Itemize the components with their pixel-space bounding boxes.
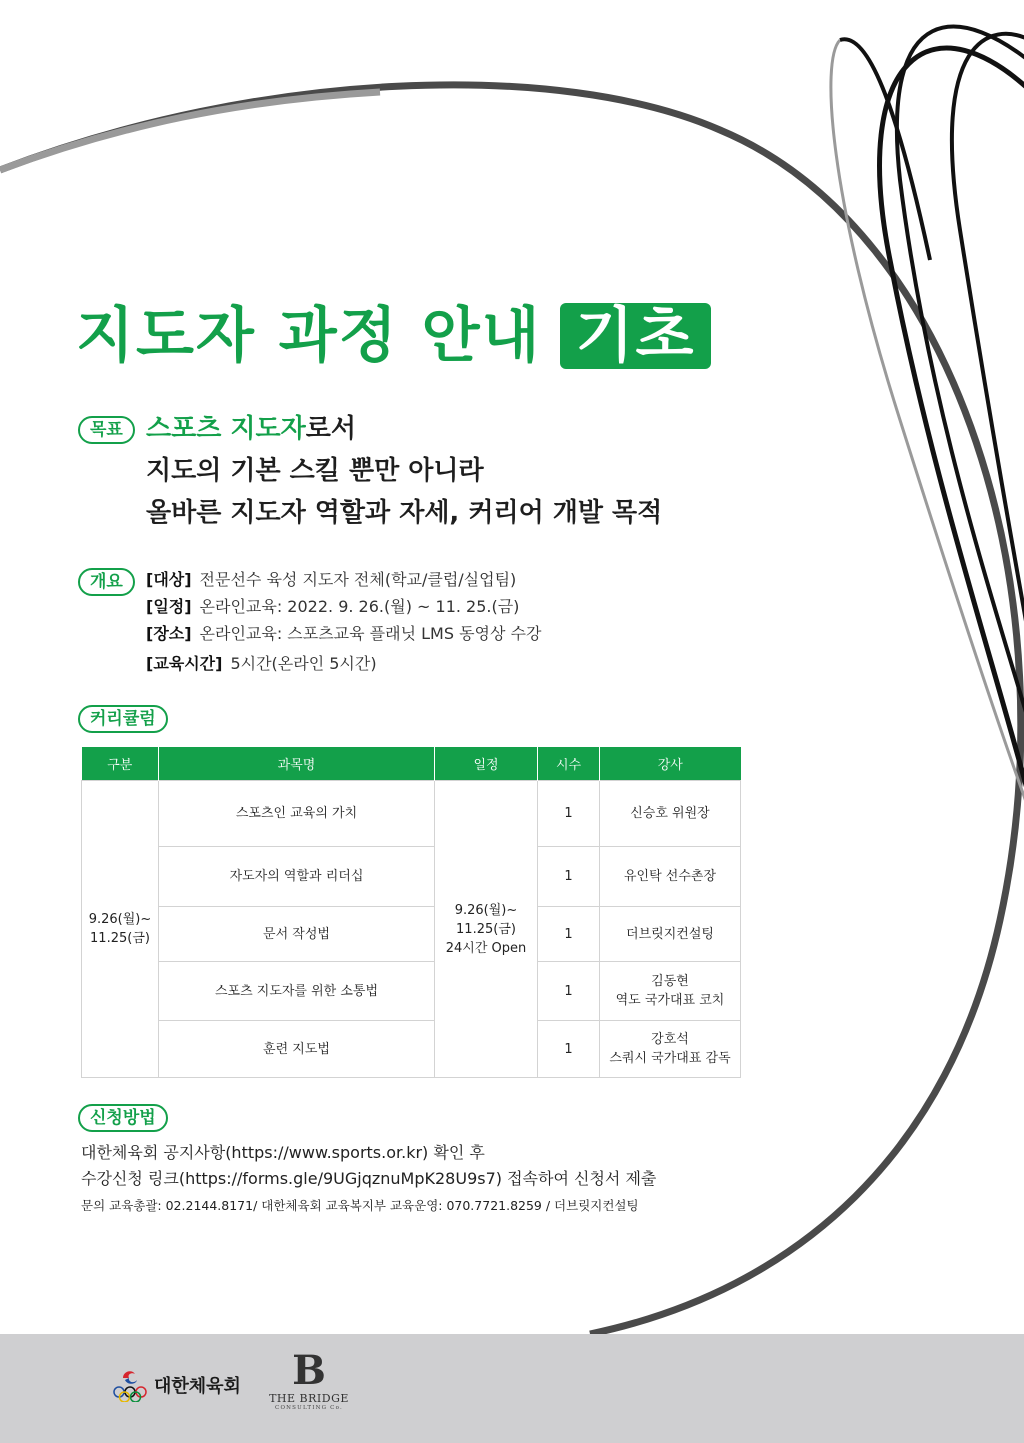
table-row [82, 847, 741, 907]
goal-line-3: 올바른 지도자 역할과 자세, 커리어 개발 목적 [146, 498, 663, 528]
kso-name: 대한체육회 [154, 1376, 241, 1397]
period-line: 9.26(월)~ [88, 912, 152, 927]
schedule-line: 24시간 Open [445, 940, 527, 956]
table-row [82, 907, 741, 962]
instructor-line: 역도 국가대표 코치 [615, 993, 725, 1008]
goal-label: 목표 [78, 416, 135, 444]
instructor-line: 유인탁 선수촌장 [623, 869, 717, 884]
overview-row [146, 650, 541, 677]
column-header: 강사 [600, 747, 741, 781]
page-title [76, 300, 711, 372]
hours-cell: 1 [538, 781, 600, 847]
hours-cell: 1 [538, 907, 600, 962]
goal-highlight: 스포츠 지도자 [146, 414, 306, 444]
subject-cell: 스포츠 지도자를 위한 소통법 [159, 962, 435, 1021]
subject-cell: 문서 작성법 [159, 907, 435, 962]
overview-key: [대상] [146, 570, 192, 589]
title-text: 지도자 과정 안내 [76, 301, 542, 371]
schedule-cell [435, 781, 538, 1078]
instructor-line: 스쿼시 국가대표 감독 [609, 1051, 731, 1066]
instructor-cell [600, 907, 741, 962]
column-header: 시수 [538, 747, 600, 781]
overview-value: 전문선수 육성 지도자 전체(학교/클럽/실업팀) [199, 570, 517, 589]
column-header: 일정 [435, 747, 538, 781]
overview-key: [교육시간] [146, 654, 223, 673]
instructor-cell [600, 1021, 741, 1078]
contact-info: 문의 교육총괄: 02.2144.8171/ 대한체육회 교육복지부 교육운영: 070.7721.8259 / 더브릿지컨설팅 [81, 1198, 639, 1213]
overview-value: 온라인교육: 스포츠교육 플래닛 LMS 동영상 수강 [199, 624, 542, 643]
apply-line-1: 대한체육회 공지사항(https://www.sports.or.kr) 확인 후 [81, 1143, 485, 1162]
table-header-row [82, 747, 741, 781]
overview-value: 온라인교육: 2022. 9. 26.(월) ~ 11. 25.(금) [199, 597, 520, 616]
bridge-logo [262, 1347, 356, 1411]
olympic-rings-icon [112, 1368, 148, 1402]
instructor-line: 강호석 [651, 1032, 689, 1047]
subject-cell: 스포츠인 교육의 가치 [159, 781, 435, 847]
curriculum-label: 커리큘럼 [78, 705, 168, 733]
bridge-letter: B [292, 1347, 326, 1394]
bridge-sub: CONSULTING Co. [275, 1405, 343, 1411]
overview-section [146, 566, 541, 677]
curriculum-table [81, 747, 741, 1078]
instructor-line: 더브릿지컨설팅 [626, 926, 714, 942]
goal-line-2: 지도의 기본 스킬 뿐만 아니라 [146, 456, 484, 486]
overview-row [146, 620, 541, 647]
schedule-line: 11.25(금) [456, 921, 516, 937]
goal-line-1 [146, 408, 662, 450]
overview-key: [장소] [146, 624, 192, 643]
schedule-line: 9.26(월)~ [454, 902, 518, 918]
hours-cell: 1 [538, 1021, 600, 1078]
column-header: 구분 [82, 747, 159, 781]
overview-row [146, 593, 541, 620]
hours-cell: 1 [538, 962, 600, 1021]
instructor-line: 신승호 위원장 [630, 806, 710, 821]
column-header: 과목명 [159, 747, 435, 781]
period-line: 11.25(금) [90, 931, 150, 946]
table-row [82, 1021, 741, 1078]
apply-line-2: 수강신청 링크(https://forms.gle/9UGjqznuMpK28U9s7) 접속하여 신청서 제출 [81, 1169, 657, 1188]
instructor-cell [600, 962, 741, 1021]
overview-key: [일정] [146, 597, 192, 616]
goal-line-1-rest: 로서 [305, 414, 356, 444]
kso-logo [112, 1368, 241, 1402]
overview-label: 개요 [78, 568, 135, 596]
instructor-cell [600, 847, 741, 907]
instructor-line: 김동현 [651, 974, 689, 989]
period-cell [82, 781, 159, 1078]
apply-section [81, 1140, 656, 1214]
bridge-name: THE BRIDGE [269, 1392, 349, 1405]
subject-cell: 자도자의 역할과 리더십 [159, 847, 435, 907]
table-row [82, 781, 741, 847]
overview-value: 5시간(온라인 5시간) [230, 654, 377, 673]
overview-row [146, 566, 541, 593]
subject-cell: 훈련 지도법 [159, 1021, 435, 1078]
instructor-cell [600, 781, 741, 847]
title-badge: 기초 [560, 303, 712, 369]
goal-section [146, 408, 662, 534]
hours-cell: 1 [538, 847, 600, 907]
table-row [82, 962, 741, 1021]
apply-label: 신청방법 [78, 1104, 168, 1132]
